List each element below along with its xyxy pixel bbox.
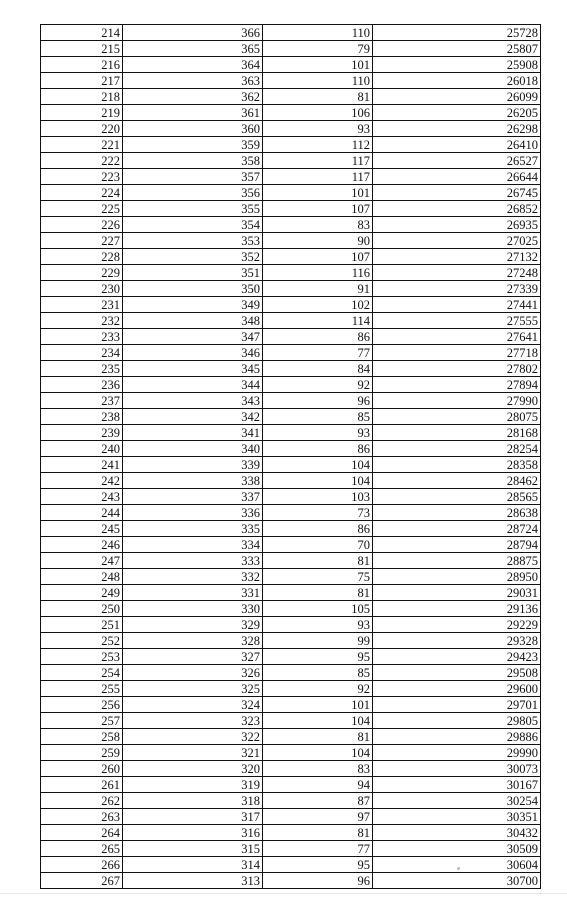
cumulative-cell: 28168 bbox=[373, 425, 541, 441]
count-cell: 105 bbox=[263, 601, 373, 617]
cumulative-cell: 30167 bbox=[373, 777, 541, 793]
count-cell: 95 bbox=[263, 649, 373, 665]
count-cell: 86 bbox=[263, 521, 373, 537]
score-cell: 345 bbox=[123, 361, 263, 377]
table-row bbox=[41, 233, 541, 249]
cumulative-cell: 27339 bbox=[373, 281, 541, 297]
score-cell: 358 bbox=[123, 153, 263, 169]
rank-cell: 264 bbox=[41, 825, 123, 841]
count-cell: 93 bbox=[263, 617, 373, 633]
count-cell: 81 bbox=[263, 553, 373, 569]
table-row bbox=[41, 569, 541, 585]
table-row bbox=[41, 633, 541, 649]
cumulative-cell: 28075 bbox=[373, 409, 541, 425]
table-row bbox=[41, 793, 541, 809]
rank-cell: 254 bbox=[41, 665, 123, 681]
table-row bbox=[41, 281, 541, 297]
table-row bbox=[41, 585, 541, 601]
count-cell: 73 bbox=[263, 505, 373, 521]
score-cell: 346 bbox=[123, 345, 263, 361]
count-cell: 117 bbox=[263, 169, 373, 185]
score-cell: 314 bbox=[123, 857, 263, 873]
score-cell: 321 bbox=[123, 745, 263, 761]
count-cell: 92 bbox=[263, 377, 373, 393]
rank-cell: 219 bbox=[41, 105, 123, 121]
table-row bbox=[41, 361, 541, 377]
score-cell: 317 bbox=[123, 809, 263, 825]
score-table-container bbox=[40, 24, 540, 889]
cumulative-cell: 26935 bbox=[373, 217, 541, 233]
table-row bbox=[41, 505, 541, 521]
score-cell: 328 bbox=[123, 633, 263, 649]
rank-cell: 235 bbox=[41, 361, 123, 377]
count-cell: 101 bbox=[263, 57, 373, 73]
cumulative-cell: 27248 bbox=[373, 265, 541, 281]
table-row bbox=[41, 217, 541, 233]
rank-cell: 242 bbox=[41, 473, 123, 489]
score-cell: 341 bbox=[123, 425, 263, 441]
cumulative-cell: 27555 bbox=[373, 313, 541, 329]
rank-cell: 214 bbox=[41, 25, 123, 41]
cumulative-cell: 28358 bbox=[373, 457, 541, 473]
rank-cell: 229 bbox=[41, 265, 123, 281]
rank-cell: 248 bbox=[41, 569, 123, 585]
table-row bbox=[41, 873, 541, 889]
score-cell: 340 bbox=[123, 441, 263, 457]
score-cell: 362 bbox=[123, 89, 263, 105]
cumulative-cell: 30351 bbox=[373, 809, 541, 825]
table-row bbox=[41, 841, 541, 857]
cumulative-cell: 26298 bbox=[373, 121, 541, 137]
rank-cell: 256 bbox=[41, 697, 123, 713]
cumulative-cell: 29229 bbox=[373, 617, 541, 633]
cumulative-cell: 27025 bbox=[373, 233, 541, 249]
table-row bbox=[41, 665, 541, 681]
table-row bbox=[41, 441, 541, 457]
count-cell: 104 bbox=[263, 745, 373, 761]
table-row bbox=[41, 345, 541, 361]
cumulative-cell: 29600 bbox=[373, 681, 541, 697]
count-cell: 83 bbox=[263, 217, 373, 233]
rank-cell: 251 bbox=[41, 617, 123, 633]
count-cell: 96 bbox=[263, 393, 373, 409]
score-cell: 334 bbox=[123, 537, 263, 553]
score-cell: 332 bbox=[123, 569, 263, 585]
rank-cell: 249 bbox=[41, 585, 123, 601]
cumulative-cell: 26852 bbox=[373, 201, 541, 217]
score-cell: 330 bbox=[123, 601, 263, 617]
cumulative-cell: 25728 bbox=[373, 25, 541, 41]
cumulative-cell: 29701 bbox=[373, 697, 541, 713]
rank-cell: 266 bbox=[41, 857, 123, 873]
cumulative-cell: 30432 bbox=[373, 825, 541, 841]
rank-cell: 243 bbox=[41, 489, 123, 505]
count-cell: 103 bbox=[263, 489, 373, 505]
cumulative-cell: 28565 bbox=[373, 489, 541, 505]
rank-cell: 225 bbox=[41, 201, 123, 217]
rank-cell: 239 bbox=[41, 425, 123, 441]
count-cell: 86 bbox=[263, 329, 373, 345]
table-row bbox=[41, 857, 541, 873]
table-row bbox=[41, 601, 541, 617]
table-row bbox=[41, 121, 541, 137]
score-cell: 356 bbox=[123, 185, 263, 201]
rank-cell: 221 bbox=[41, 137, 123, 153]
score-cell: 342 bbox=[123, 409, 263, 425]
count-cell: 101 bbox=[263, 185, 373, 201]
count-cell: 104 bbox=[263, 473, 373, 489]
rank-cell: 267 bbox=[41, 873, 123, 889]
cumulative-cell: 29508 bbox=[373, 665, 541, 681]
count-cell: 110 bbox=[263, 73, 373, 89]
count-cell: 104 bbox=[263, 713, 373, 729]
cumulative-cell: 26099 bbox=[373, 89, 541, 105]
rank-cell: 233 bbox=[41, 329, 123, 345]
score-cell: 365 bbox=[123, 41, 263, 57]
score-cell: 351 bbox=[123, 265, 263, 281]
rank-cell: 236 bbox=[41, 377, 123, 393]
count-cell: 107 bbox=[263, 249, 373, 265]
cumulative-cell: 26205 bbox=[373, 105, 541, 121]
table-row bbox=[41, 729, 541, 745]
cumulative-cell: 26018 bbox=[373, 73, 541, 89]
table-row bbox=[41, 105, 541, 121]
count-cell: 107 bbox=[263, 201, 373, 217]
count-cell: 104 bbox=[263, 457, 373, 473]
score-table-body bbox=[41, 25, 541, 889]
rank-cell: 227 bbox=[41, 233, 123, 249]
table-row bbox=[41, 457, 541, 473]
table-row bbox=[41, 329, 541, 345]
table-row bbox=[41, 809, 541, 825]
score-cell: 339 bbox=[123, 457, 263, 473]
cumulative-cell: 28724 bbox=[373, 521, 541, 537]
count-cell: 86 bbox=[263, 441, 373, 457]
cumulative-cell: 27132 bbox=[373, 249, 541, 265]
count-cell: 70 bbox=[263, 537, 373, 553]
rank-cell: 216 bbox=[41, 57, 123, 73]
cumulative-cell: 28950 bbox=[373, 569, 541, 585]
table-row bbox=[41, 41, 541, 57]
rank-cell: 231 bbox=[41, 297, 123, 313]
score-cell: 315 bbox=[123, 841, 263, 857]
score-cell: 347 bbox=[123, 329, 263, 345]
table-row bbox=[41, 537, 541, 553]
table-row bbox=[41, 425, 541, 441]
rank-cell: 226 bbox=[41, 217, 123, 233]
score-cell: 335 bbox=[123, 521, 263, 537]
cumulative-cell: 28794 bbox=[373, 537, 541, 553]
rank-cell: 230 bbox=[41, 281, 123, 297]
cumulative-cell: 27441 bbox=[373, 297, 541, 313]
rank-cell: 262 bbox=[41, 793, 123, 809]
rank-cell: 247 bbox=[41, 553, 123, 569]
rank-cell: 215 bbox=[41, 41, 123, 57]
table-row bbox=[41, 409, 541, 425]
table-row bbox=[41, 521, 541, 537]
cumulative-cell: 30509 bbox=[373, 841, 541, 857]
table-row bbox=[41, 313, 541, 329]
rank-cell: 253 bbox=[41, 649, 123, 665]
count-cell: 90 bbox=[263, 233, 373, 249]
rank-cell: 263 bbox=[41, 809, 123, 825]
cumulative-cell: 30604 bbox=[373, 857, 541, 873]
count-cell: 95 bbox=[263, 857, 373, 873]
count-cell: 91 bbox=[263, 281, 373, 297]
score-cell: 325 bbox=[123, 681, 263, 697]
count-cell: 92 bbox=[263, 681, 373, 697]
score-cell: 333 bbox=[123, 553, 263, 569]
rank-cell: 223 bbox=[41, 169, 123, 185]
rank-cell: 222 bbox=[41, 153, 123, 169]
count-cell: 116 bbox=[263, 265, 373, 281]
score-cell: 359 bbox=[123, 137, 263, 153]
score-cell: 324 bbox=[123, 697, 263, 713]
rank-cell: 258 bbox=[41, 729, 123, 745]
rank-cell: 220 bbox=[41, 121, 123, 137]
table-row bbox=[41, 153, 541, 169]
count-cell: 93 bbox=[263, 121, 373, 137]
cumulative-cell: 26644 bbox=[373, 169, 541, 185]
count-cell: 101 bbox=[263, 697, 373, 713]
rank-cell: 232 bbox=[41, 313, 123, 329]
cumulative-cell: 26527 bbox=[373, 153, 541, 169]
count-cell: 87 bbox=[263, 793, 373, 809]
score-cell: 319 bbox=[123, 777, 263, 793]
score-cell: 322 bbox=[123, 729, 263, 745]
count-cell: 85 bbox=[263, 409, 373, 425]
cumulative-cell: 27641 bbox=[373, 329, 541, 345]
score-cell: 338 bbox=[123, 473, 263, 489]
table-row bbox=[41, 137, 541, 153]
score-cell: 357 bbox=[123, 169, 263, 185]
rank-cell: 241 bbox=[41, 457, 123, 473]
score-cell: 344 bbox=[123, 377, 263, 393]
table-row bbox=[41, 25, 541, 41]
cumulative-cell: 29423 bbox=[373, 649, 541, 665]
score-cell: 355 bbox=[123, 201, 263, 217]
count-cell: 96 bbox=[263, 873, 373, 889]
cumulative-cell: 29031 bbox=[373, 585, 541, 601]
count-cell: 81 bbox=[263, 89, 373, 105]
score-cell: 360 bbox=[123, 121, 263, 137]
table-row bbox=[41, 297, 541, 313]
cumulative-cell: 27718 bbox=[373, 345, 541, 361]
table-row bbox=[41, 713, 541, 729]
table-row bbox=[41, 89, 541, 105]
table-row bbox=[41, 745, 541, 761]
cumulative-cell: 29886 bbox=[373, 729, 541, 745]
table-row bbox=[41, 761, 541, 777]
cumulative-cell: 26410 bbox=[373, 137, 541, 153]
count-cell: 83 bbox=[263, 761, 373, 777]
count-cell: 110 bbox=[263, 25, 373, 41]
count-cell: 81 bbox=[263, 585, 373, 601]
cumulative-cell: 27802 bbox=[373, 361, 541, 377]
score-cell: 353 bbox=[123, 233, 263, 249]
cumulative-cell: 30700 bbox=[373, 873, 541, 889]
rank-cell: 250 bbox=[41, 601, 123, 617]
rank-cell: 234 bbox=[41, 345, 123, 361]
score-cell: 352 bbox=[123, 249, 263, 265]
table-row bbox=[41, 617, 541, 633]
table-row bbox=[41, 393, 541, 409]
rank-cell: 240 bbox=[41, 441, 123, 457]
count-cell: 77 bbox=[263, 345, 373, 361]
score-cell: 326 bbox=[123, 665, 263, 681]
cumulative-cell: 28462 bbox=[373, 473, 541, 489]
score-cell: 363 bbox=[123, 73, 263, 89]
table-row bbox=[41, 249, 541, 265]
table-row bbox=[41, 169, 541, 185]
cumulative-cell: 27990 bbox=[373, 393, 541, 409]
rank-cell: 260 bbox=[41, 761, 123, 777]
score-cell: 336 bbox=[123, 505, 263, 521]
cumulative-cell: 29328 bbox=[373, 633, 541, 649]
count-cell: 75 bbox=[263, 569, 373, 585]
cumulative-cell: 27894 bbox=[373, 377, 541, 393]
table-row bbox=[41, 825, 541, 841]
count-cell: 85 bbox=[263, 665, 373, 681]
count-cell: 81 bbox=[263, 825, 373, 841]
rank-cell: 246 bbox=[41, 537, 123, 553]
rank-cell: 261 bbox=[41, 777, 123, 793]
table-row bbox=[41, 57, 541, 73]
score-cell: 348 bbox=[123, 313, 263, 329]
table-row bbox=[41, 697, 541, 713]
table-row bbox=[41, 681, 541, 697]
rank-cell: 259 bbox=[41, 745, 123, 761]
cumulative-cell: 29990 bbox=[373, 745, 541, 761]
score-cell: 366 bbox=[123, 25, 263, 41]
cumulative-cell: 30073 bbox=[373, 761, 541, 777]
cumulative-cell: 28875 bbox=[373, 553, 541, 569]
rank-cell: 255 bbox=[41, 681, 123, 697]
page-divider bbox=[0, 893, 567, 894]
score-cell: 337 bbox=[123, 489, 263, 505]
table-row bbox=[41, 649, 541, 665]
count-cell: 97 bbox=[263, 809, 373, 825]
rank-cell: 265 bbox=[41, 841, 123, 857]
table-row bbox=[41, 489, 541, 505]
score-cell: 320 bbox=[123, 761, 263, 777]
score-table bbox=[40, 24, 541, 889]
count-cell: 102 bbox=[263, 297, 373, 313]
rank-cell: 238 bbox=[41, 409, 123, 425]
count-cell: 77 bbox=[263, 841, 373, 857]
count-cell: 84 bbox=[263, 361, 373, 377]
cumulative-cell: 25908 bbox=[373, 57, 541, 73]
score-cell: 323 bbox=[123, 713, 263, 729]
cumulative-cell: 29805 bbox=[373, 713, 541, 729]
rank-cell: 252 bbox=[41, 633, 123, 649]
count-cell: 79 bbox=[263, 41, 373, 57]
cumulative-cell: 28254 bbox=[373, 441, 541, 457]
score-cell: 316 bbox=[123, 825, 263, 841]
score-cell: 313 bbox=[123, 873, 263, 889]
cumulative-cell: 28638 bbox=[373, 505, 541, 521]
score-cell: 318 bbox=[123, 793, 263, 809]
table-row bbox=[41, 201, 541, 217]
rank-cell: 217 bbox=[41, 73, 123, 89]
score-cell: 327 bbox=[123, 649, 263, 665]
count-cell: 117 bbox=[263, 153, 373, 169]
count-cell: 114 bbox=[263, 313, 373, 329]
rank-cell: 224 bbox=[41, 185, 123, 201]
cumulative-cell: 26745 bbox=[373, 185, 541, 201]
table-row bbox=[41, 185, 541, 201]
count-cell: 106 bbox=[263, 105, 373, 121]
rank-cell: 244 bbox=[41, 505, 123, 521]
count-cell: 81 bbox=[263, 729, 373, 745]
score-cell: 354 bbox=[123, 217, 263, 233]
score-cell: 329 bbox=[123, 617, 263, 633]
rank-cell: 257 bbox=[41, 713, 123, 729]
rank-cell: 228 bbox=[41, 249, 123, 265]
cumulative-cell: 29136 bbox=[373, 601, 541, 617]
count-cell: 112 bbox=[263, 137, 373, 153]
rank-cell: 237 bbox=[41, 393, 123, 409]
table-row bbox=[41, 73, 541, 89]
cumulative-cell: 25807 bbox=[373, 41, 541, 57]
rank-cell: 218 bbox=[41, 89, 123, 105]
score-cell: 343 bbox=[123, 393, 263, 409]
table-row bbox=[41, 553, 541, 569]
rank-cell: 245 bbox=[41, 521, 123, 537]
table-row bbox=[41, 377, 541, 393]
table-row bbox=[41, 777, 541, 793]
count-cell: 99 bbox=[263, 633, 373, 649]
score-cell: 361 bbox=[123, 105, 263, 121]
count-cell: 93 bbox=[263, 425, 373, 441]
cumulative-cell: 30254 bbox=[373, 793, 541, 809]
table-row bbox=[41, 265, 541, 281]
count-cell: 94 bbox=[263, 777, 373, 793]
score-cell: 350 bbox=[123, 281, 263, 297]
table-row bbox=[41, 473, 541, 489]
score-cell: 364 bbox=[123, 57, 263, 73]
decorative-dot bbox=[457, 867, 460, 870]
score-cell: 331 bbox=[123, 585, 263, 601]
score-cell: 349 bbox=[123, 297, 263, 313]
